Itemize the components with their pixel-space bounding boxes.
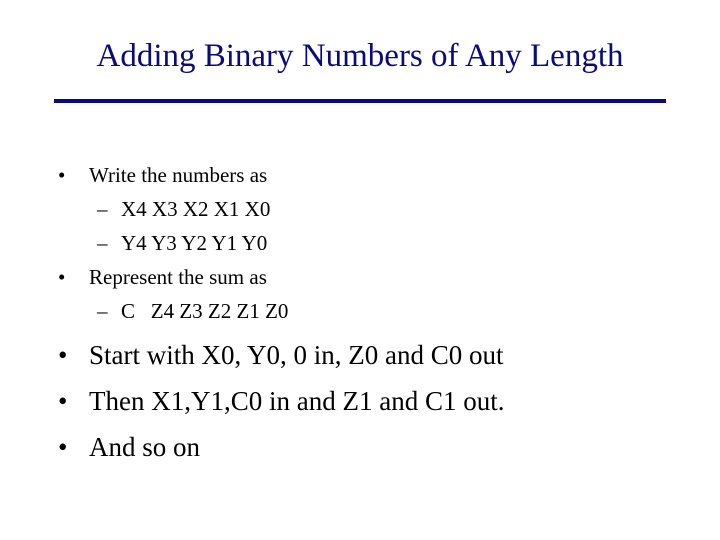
bullet-text: Start with X0, Y0, 0 in, Z0 and C0 out [89, 340, 504, 370]
bullet-marker: • [58, 163, 66, 187]
bullet-text: And so on [89, 432, 201, 462]
dash-marker: – [97, 299, 108, 323]
bullet-marker: • [58, 265, 66, 289]
bullet-text: Then X1,Y1,C0 in and Z1 and C1 out. [89, 386, 505, 416]
sub-bullet-text: C Z4 Z3 Z2 Z1 Z0 [121, 299, 289, 323]
bullet-marker: • [58, 432, 68, 462]
sub-bullet-text: Y4 Y3 Y2 Y1 Y0 [121, 231, 268, 255]
sub-bullet-text: X4 X3 X2 X1 X0 [121, 197, 271, 221]
bullet-text: Write the numbers as [89, 163, 268, 187]
bullet-marker: • [58, 386, 68, 416]
title-underline [54, 99, 666, 103]
bullet-marker: • [58, 340, 68, 370]
bullet-text: Represent the sum as [89, 265, 267, 289]
dash-marker: – [97, 197, 108, 221]
dash-marker: – [97, 231, 108, 255]
slide-title: Adding Binary Numbers of Any Length [96, 38, 624, 74]
